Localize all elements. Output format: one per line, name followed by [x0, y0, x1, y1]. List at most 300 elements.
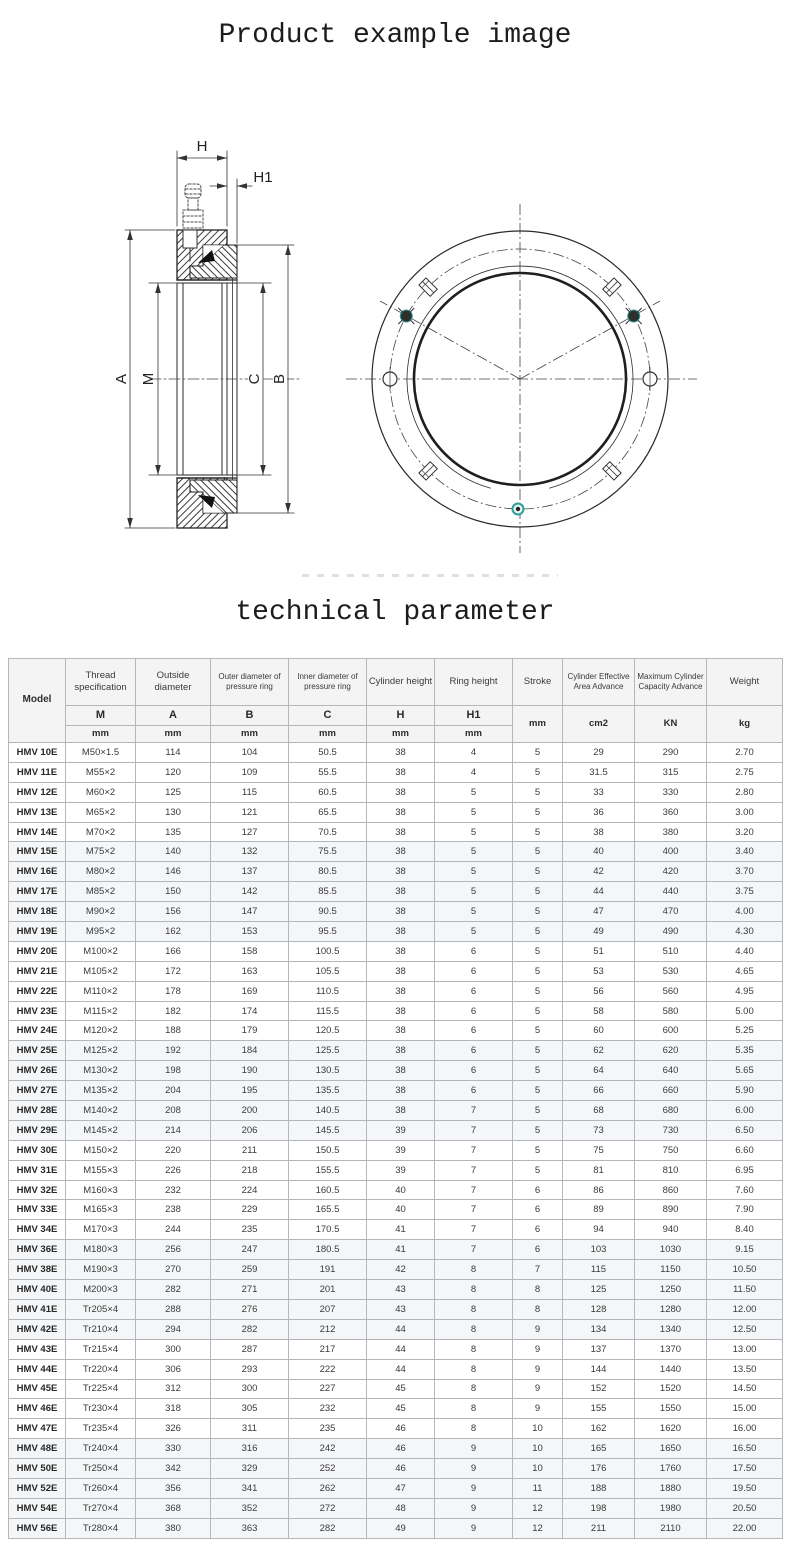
value-cell: 5: [513, 882, 563, 902]
symbol-H: H: [367, 706, 435, 726]
value-cell: 158: [211, 941, 289, 961]
value-cell: 206: [211, 1120, 289, 1140]
value-cell: 6.50: [707, 1120, 783, 1140]
unit-thread: mm: [66, 726, 136, 743]
value-cell: 3.40: [707, 842, 783, 862]
value-cell: 6: [513, 1180, 563, 1200]
value-cell: 8: [435, 1339, 513, 1359]
value-cell: 165.5: [289, 1200, 367, 1220]
value-cell: 1980: [635, 1498, 707, 1518]
col-header-outside-diameter: Outside diameter: [136, 659, 211, 706]
front-view: [346, 204, 697, 553]
value-cell: 305: [211, 1399, 289, 1419]
value-cell: 247: [211, 1240, 289, 1260]
symbol-A: A: [136, 706, 211, 726]
value-cell: M155×3: [66, 1160, 136, 1180]
table-row: [9, 1220, 783, 1240]
value-cell: 440: [635, 882, 707, 902]
table-row: [9, 1498, 783, 1518]
oil-plug-icon: [603, 462, 621, 480]
value-cell: 9: [435, 1478, 513, 1498]
value-cell: 46: [367, 1439, 435, 1459]
model-cell: HMV 24E: [9, 1021, 66, 1041]
bolt-head-icon: [398, 308, 414, 324]
value-cell: Tr250×4: [66, 1459, 136, 1479]
model-cell: HMV 23E: [9, 1001, 66, 1021]
value-cell: 810: [635, 1160, 707, 1180]
value-cell: 81: [563, 1160, 635, 1180]
value-cell: 5: [435, 862, 513, 882]
value-cell: 8.40: [707, 1220, 783, 1240]
value-cell: 12: [513, 1518, 563, 1538]
col-header-weight: Weight: [707, 659, 783, 706]
value-cell: 318: [136, 1399, 211, 1419]
model-cell: HMV 34E: [9, 1220, 66, 1240]
value-cell: 1520: [635, 1379, 707, 1399]
value-cell: 282: [289, 1518, 367, 1538]
value-cell: 2.75: [707, 762, 783, 782]
value-cell: 62: [563, 1041, 635, 1061]
value-cell: 312: [136, 1379, 211, 1399]
value-cell: M70×2: [66, 822, 136, 842]
value-cell: 360: [635, 802, 707, 822]
value-cell: 5: [513, 862, 563, 882]
value-cell: Tr225×4: [66, 1379, 136, 1399]
value-cell: 1760: [635, 1459, 707, 1479]
value-cell: 1250: [635, 1280, 707, 1300]
model-cell: HMV 50E: [9, 1459, 66, 1479]
model-cell: HMV 18E: [9, 902, 66, 922]
value-cell: 262: [289, 1478, 367, 1498]
value-cell: 80.5: [289, 862, 367, 882]
value-cell: M80×2: [66, 862, 136, 882]
value-cell: M200×3: [66, 1280, 136, 1300]
value-cell: 53: [563, 961, 635, 981]
value-cell: 38: [367, 981, 435, 1001]
model-cell: HMV 15E: [9, 842, 66, 862]
value-cell: 166: [136, 941, 211, 961]
value-cell: 179: [211, 1021, 289, 1041]
value-cell: 5.35: [707, 1041, 783, 1061]
value-cell: 620: [635, 1041, 707, 1061]
value-cell: 10: [513, 1439, 563, 1459]
value-cell: 38: [367, 1081, 435, 1101]
value-cell: 4: [435, 762, 513, 782]
value-cell: 7: [435, 1140, 513, 1160]
value-cell: 316: [211, 1439, 289, 1459]
value-cell: 5: [435, 822, 513, 842]
value-cell: 39: [367, 1120, 435, 1140]
value-cell: 115: [563, 1260, 635, 1280]
value-cell: 7.60: [707, 1180, 783, 1200]
value-cell: 128: [563, 1299, 635, 1319]
dim-label-H: H: [196, 138, 208, 155]
value-cell: 293: [211, 1359, 289, 1379]
value-cell: 580: [635, 1001, 707, 1021]
table-row: [9, 1399, 783, 1419]
top-section-block: [177, 230, 237, 283]
value-cell: M160×3: [66, 1180, 136, 1200]
value-cell: 110.5: [289, 981, 367, 1001]
value-cell: 256: [136, 1240, 211, 1260]
value-cell: 70.5: [289, 822, 367, 842]
value-cell: 86: [563, 1180, 635, 1200]
value-cell: 44: [367, 1359, 435, 1379]
value-cell: 270: [136, 1260, 211, 1280]
table-row: [9, 922, 783, 942]
value-cell: 8: [435, 1319, 513, 1339]
value-cell: 940: [635, 1220, 707, 1240]
model-cell: HMV 19E: [9, 922, 66, 942]
value-cell: 100.5: [289, 941, 367, 961]
value-cell: 41: [367, 1220, 435, 1240]
value-cell: 46: [367, 1459, 435, 1479]
value-cell: 207: [289, 1299, 367, 1319]
value-cell: 4.65: [707, 961, 783, 981]
table-row: [9, 1359, 783, 1379]
value-cell: 140: [136, 842, 211, 862]
value-cell: 103: [563, 1240, 635, 1260]
value-cell: 55.5: [289, 762, 367, 782]
value-cell: 19.50: [707, 1478, 783, 1498]
value-cell: M55×2: [66, 762, 136, 782]
value-cell: 232: [136, 1180, 211, 1200]
value-cell: 56: [563, 981, 635, 1001]
value-cell: 65.5: [289, 802, 367, 822]
value-cell: 188: [563, 1478, 635, 1498]
value-cell: 156: [136, 902, 211, 922]
value-cell: 287: [211, 1339, 289, 1359]
value-cell: 5: [513, 822, 563, 842]
value-cell: 5: [513, 922, 563, 942]
value-cell: 188: [136, 1021, 211, 1041]
table-row: [9, 1081, 783, 1101]
value-cell: 5: [513, 1041, 563, 1061]
side-hole-icon: [643, 367, 657, 391]
page-title: Product example image: [218, 19, 572, 51]
table-row: [9, 782, 783, 802]
table-row: [9, 961, 783, 981]
value-cell: 11.50: [707, 1280, 783, 1300]
value-cell: 380: [635, 822, 707, 842]
value-cell: 68: [563, 1101, 635, 1121]
value-cell: 38: [367, 862, 435, 882]
col-header-outer-diameter-ring: Outer diameter of pressure ring: [211, 659, 289, 706]
value-cell: 1440: [635, 1359, 707, 1379]
value-cell: 51: [563, 941, 635, 961]
value-cell: M140×2: [66, 1101, 136, 1121]
value-cell: 8: [435, 1299, 513, 1319]
value-cell: 9: [513, 1339, 563, 1359]
value-cell: 3.75: [707, 882, 783, 902]
value-cell: 180.5: [289, 1240, 367, 1260]
value-cell: 12.00: [707, 1299, 783, 1319]
value-cell: 8: [513, 1299, 563, 1319]
value-cell: 198: [563, 1498, 635, 1518]
model-cell: HMV 12E: [9, 782, 66, 802]
model-cell: HMV 21E: [9, 961, 66, 981]
table-row: [9, 1200, 783, 1220]
value-cell: 162: [136, 922, 211, 942]
table-row: [9, 802, 783, 822]
value-cell: 10: [513, 1419, 563, 1439]
value-cell: 235: [289, 1419, 367, 1439]
value-cell: 1620: [635, 1419, 707, 1439]
value-cell: 244: [136, 1220, 211, 1240]
value-cell: 60: [563, 1021, 635, 1041]
value-cell: 9: [513, 1359, 563, 1379]
value-cell: 1340: [635, 1319, 707, 1339]
table-row: [9, 1001, 783, 1021]
faded-text-artifact: [302, 574, 558, 577]
value-cell: 363: [211, 1518, 289, 1538]
value-cell: 29: [563, 743, 635, 763]
value-cell: 38: [367, 762, 435, 782]
model-cell: HMV 47E: [9, 1419, 66, 1439]
col-header-inner-diameter-ring: Inner diameter of pressure ring: [289, 659, 367, 706]
value-cell: 5.90: [707, 1081, 783, 1101]
value-cell: 5.25: [707, 1021, 783, 1041]
value-cell: Tr210×4: [66, 1319, 136, 1339]
value-cell: 5: [513, 1061, 563, 1081]
value-cell: 8: [435, 1359, 513, 1379]
value-cell: 311: [211, 1419, 289, 1439]
unit-cylinder-height: mm: [367, 726, 435, 743]
model-cell: HMV 54E: [9, 1498, 66, 1518]
value-cell: Tr235×4: [66, 1419, 136, 1439]
value-cell: 94: [563, 1220, 635, 1240]
spec-table-head: [9, 659, 783, 743]
value-cell: 6: [513, 1240, 563, 1260]
value-cell: M75×2: [66, 842, 136, 862]
dimension-H: [177, 138, 227, 226]
value-cell: 5: [435, 922, 513, 942]
value-cell: 5.65: [707, 1061, 783, 1081]
value-cell: 160.5: [289, 1180, 367, 1200]
value-cell: M190×3: [66, 1260, 136, 1280]
model-cell: HMV 27E: [9, 1081, 66, 1101]
value-cell: 6: [435, 961, 513, 981]
value-cell: 49: [563, 922, 635, 942]
value-cell: 368: [136, 1498, 211, 1518]
table-row: [9, 941, 783, 961]
value-cell: 198: [136, 1061, 211, 1081]
value-cell: 13.00: [707, 1339, 783, 1359]
value-cell: M130×2: [66, 1061, 136, 1081]
value-cell: 9: [435, 1459, 513, 1479]
value-cell: 165: [563, 1439, 635, 1459]
bottom-section-block: [177, 475, 237, 528]
section-technical-parameter: [0, 570, 790, 658]
value-cell: 153: [211, 922, 289, 942]
value-cell: 15.00: [707, 1399, 783, 1419]
value-cell: 64: [563, 1061, 635, 1081]
value-cell: 85.5: [289, 882, 367, 902]
value-cell: 282: [136, 1280, 211, 1300]
table-row: [9, 981, 783, 1001]
value-cell: 90.5: [289, 902, 367, 922]
model-cell: HMV 16E: [9, 862, 66, 882]
table-row: [9, 842, 783, 862]
value-cell: M60×2: [66, 782, 136, 802]
col-header-stroke: Stroke: [513, 659, 563, 706]
value-cell: 1280: [635, 1299, 707, 1319]
model-cell: HMV 13E: [9, 802, 66, 822]
table-row: [9, 1518, 783, 1538]
value-cell: 229: [211, 1200, 289, 1220]
value-cell: 44: [367, 1339, 435, 1359]
value-cell: 42: [563, 862, 635, 882]
value-cell: M100×2: [66, 941, 136, 961]
model-cell: HMV 46E: [9, 1399, 66, 1419]
value-cell: 9.15: [707, 1240, 783, 1260]
value-cell: 5: [435, 782, 513, 802]
value-cell: 5: [513, 961, 563, 981]
value-cell: 6.95: [707, 1160, 783, 1180]
value-cell: 10: [513, 1459, 563, 1479]
value-cell: 60.5: [289, 782, 367, 802]
value-cell: 3.00: [707, 802, 783, 822]
value-cell: 7: [435, 1180, 513, 1200]
value-cell: 137: [563, 1339, 635, 1359]
value-cell: 7: [435, 1220, 513, 1240]
model-cell: HMV 52E: [9, 1478, 66, 1498]
value-cell: 288: [136, 1299, 211, 1319]
table-row: [9, 1260, 783, 1280]
col-header-effective-area: Cylinder Effective Area Advance: [563, 659, 635, 706]
value-cell: 8: [435, 1280, 513, 1300]
value-cell: 9: [435, 1518, 513, 1538]
value-cell: 5: [513, 1120, 563, 1140]
oil-port-icon: [513, 504, 524, 515]
value-cell: 58: [563, 1001, 635, 1021]
value-cell: 1150: [635, 1260, 707, 1280]
value-cell: 680: [635, 1101, 707, 1121]
value-cell: 135.5: [289, 1081, 367, 1101]
value-cell: 38: [563, 822, 635, 842]
unit-outer-diameter-ring: mm: [211, 726, 289, 743]
unit-area: cm2: [563, 706, 635, 743]
value-cell: 235: [211, 1220, 289, 1240]
value-cell: Tr260×4: [66, 1478, 136, 1498]
value-cell: 5: [435, 902, 513, 922]
col-header-ring-height: Ring height: [435, 659, 513, 706]
value-cell: 20.50: [707, 1498, 783, 1518]
value-cell: 890: [635, 1200, 707, 1220]
value-cell: 8: [435, 1379, 513, 1399]
value-cell: 326: [136, 1419, 211, 1439]
value-cell: M120×2: [66, 1021, 136, 1041]
value-cell: 6.00: [707, 1101, 783, 1121]
unit-weight: kg: [707, 706, 783, 743]
value-cell: 49: [367, 1518, 435, 1538]
value-cell: 510: [635, 941, 707, 961]
value-cell: 38: [367, 941, 435, 961]
value-cell: 300: [136, 1339, 211, 1359]
side-hole-icon: [383, 367, 397, 391]
header-row-names: [9, 659, 783, 706]
table-row: [9, 1041, 783, 1061]
value-cell: 5: [513, 842, 563, 862]
value-cell: 5: [513, 941, 563, 961]
dim-label-A: A: [112, 373, 130, 385]
value-cell: 104: [211, 743, 289, 763]
value-cell: 89: [563, 1200, 635, 1220]
value-cell: 45: [367, 1379, 435, 1399]
table-row: [9, 1101, 783, 1121]
value-cell: Tr205×4: [66, 1299, 136, 1319]
model-cell: HMV 28E: [9, 1101, 66, 1121]
value-cell: 208: [136, 1101, 211, 1121]
value-cell: 5: [513, 1160, 563, 1180]
value-cell: 38: [367, 1061, 435, 1081]
value-cell: 95.5: [289, 922, 367, 942]
value-cell: M115×2: [66, 1001, 136, 1021]
value-cell: M65×2: [66, 802, 136, 822]
unit-outside-diameter: mm: [136, 726, 211, 743]
value-cell: 125.5: [289, 1041, 367, 1061]
value-cell: 329: [211, 1459, 289, 1479]
value-cell: 38: [367, 1021, 435, 1041]
value-cell: 38: [367, 902, 435, 922]
table-row: [9, 1459, 783, 1479]
value-cell: 10.50: [707, 1260, 783, 1280]
unit-stroke: mm: [513, 706, 563, 743]
value-cell: M85×2: [66, 882, 136, 902]
value-cell: 341: [211, 1478, 289, 1498]
value-cell: 162: [563, 1419, 635, 1439]
value-cell: 174: [211, 1001, 289, 1021]
value-cell: 330: [136, 1439, 211, 1459]
table-row: [9, 743, 783, 763]
value-cell: 5: [513, 1021, 563, 1041]
col-header-cylinder-height: Cylinder height: [367, 659, 435, 706]
value-cell: 3.70: [707, 862, 783, 882]
table-row: [9, 1061, 783, 1081]
value-cell: 115.5: [289, 1001, 367, 1021]
table-row: [9, 862, 783, 882]
value-cell: Tr270×4: [66, 1498, 136, 1518]
value-cell: 730: [635, 1120, 707, 1140]
value-cell: 14.50: [707, 1379, 783, 1399]
value-cell: 2.80: [707, 782, 783, 802]
value-cell: 195: [211, 1081, 289, 1101]
model-cell: HMV 31E: [9, 1160, 66, 1180]
value-cell: 178: [136, 981, 211, 1001]
model-cell: HMV 36E: [9, 1240, 66, 1260]
header-row-symbols: [9, 706, 783, 726]
value-cell: 356: [136, 1478, 211, 1498]
value-cell: 66: [563, 1081, 635, 1101]
model-cell: HMV 48E: [9, 1439, 66, 1459]
value-cell: 73: [563, 1120, 635, 1140]
col-header-max-capacity: Maximum Cylinder Capacity Advance: [635, 659, 707, 706]
value-cell: 4.95: [707, 981, 783, 1001]
value-cell: Tr280×4: [66, 1518, 136, 1538]
table-row: [9, 1021, 783, 1041]
value-cell: 125: [563, 1280, 635, 1300]
table-row: [9, 1379, 783, 1399]
value-cell: 135: [136, 822, 211, 842]
table-row: [9, 1339, 783, 1359]
value-cell: 400: [635, 842, 707, 862]
value-cell: 5: [513, 1101, 563, 1121]
value-cell: 222: [289, 1359, 367, 1379]
value-cell: 170.5: [289, 1220, 367, 1240]
value-cell: 8: [435, 1260, 513, 1280]
model-cell: HMV 45E: [9, 1379, 66, 1399]
value-cell: 6: [435, 1001, 513, 1021]
